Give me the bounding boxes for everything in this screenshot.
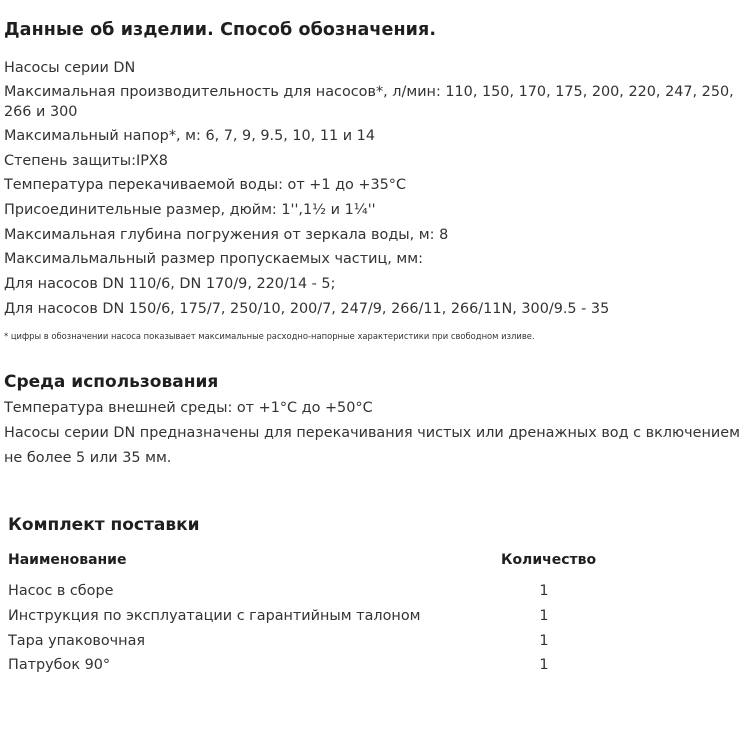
product-line: Присоединительные размер, дюйм: 1'',1½ и 1¼'' xyxy=(4,202,376,218)
row-name: Тара упаковочная xyxy=(8,633,146,649)
product-line: Температура перекачиваемой воды: от +1 до +35°С xyxy=(4,177,407,193)
delivery-section-heading: Комплект поставки xyxy=(8,515,200,535)
product-line: Насосы серии DN xyxy=(4,60,136,76)
column-header-name: Наименование xyxy=(8,552,127,568)
row-name: Инструкция по эксплуатации с гарантийным талоном xyxy=(8,608,421,624)
row-name: Насос в сборе xyxy=(8,583,114,599)
row-quantity: 1 xyxy=(539,583,549,599)
row-quantity: 1 xyxy=(539,633,549,649)
usage-line: Температура внешней среды: от +1°С до +50°С xyxy=(4,400,373,416)
product-section-heading: Данные об изделии. Способ обозначения. xyxy=(4,20,437,40)
product-line: Для насосов DN 110/6, DN 170/9, 220/14 - 5; xyxy=(4,276,336,292)
product-line: Максимальмальный размер пропускаемых частиц, мм: xyxy=(4,251,423,267)
usage-line: Насосы серии DN предназначены для перекачивания чистых или дренажных вод с включением xyxy=(4,425,740,441)
product-line: 266 и 300 xyxy=(4,104,78,120)
usage-section-heading: Среда использования xyxy=(4,372,219,392)
usage-line: не более 5 или 35 мм. xyxy=(4,450,172,466)
row-name: Патрубок 90° xyxy=(8,657,111,673)
product-line: Для насосов DN 150/6, 175/7, 250/10, 200/7, 247/9, 266/11, 266/11N, 300/9.5 - 35 xyxy=(4,301,610,317)
product-line: Степень защиты:IPX8 xyxy=(4,153,168,169)
row-quantity: 1 xyxy=(539,657,549,673)
footnote: * цифры в обозначении насоса показывает максимальные расходно-напорные характеристики при свободном изливе. xyxy=(4,331,535,341)
row-quantity: 1 xyxy=(539,608,549,624)
product-line: Максимальная производительность для насосов*, л/мин: 110, 150, 170, 175, 200, 220, 247, 250, xyxy=(4,84,734,100)
column-header-quantity: Количество xyxy=(501,552,597,568)
product-line: Максимальный напор*, м: 6, 7, 9, 9.5, 10, 11 и 14 xyxy=(4,128,375,144)
product-line: Максимальная глубина погружения от зеркала воды, м: 8 xyxy=(4,227,449,243)
